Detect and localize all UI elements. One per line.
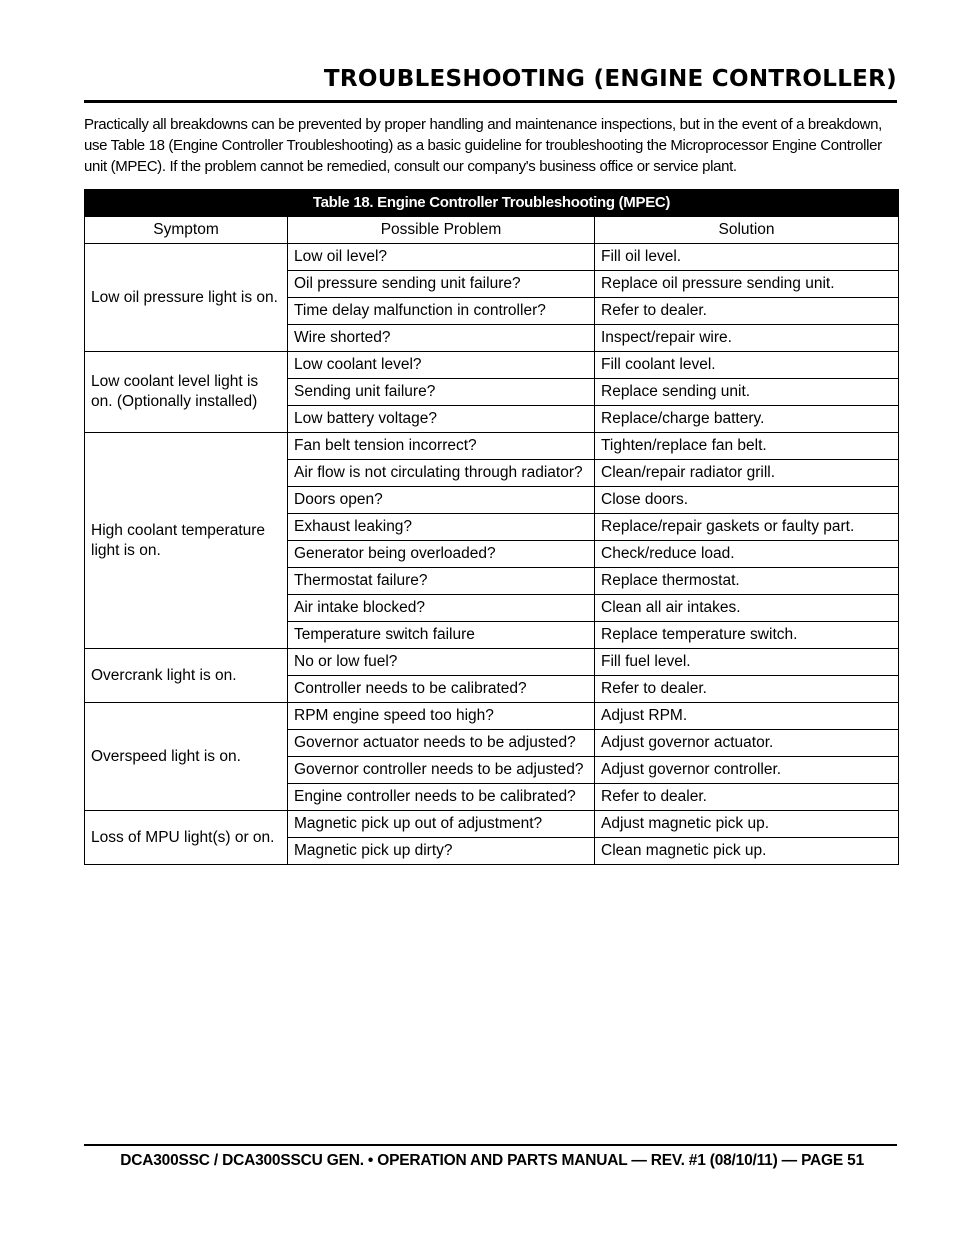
solution-cell: Check/reduce load. bbox=[595, 541, 899, 568]
solution-cell: Replace/charge battery. bbox=[595, 406, 899, 433]
problem-cell: Magnetic pick up out of adjustment? bbox=[288, 811, 595, 838]
table-row bbox=[85, 244, 899, 271]
problem-cell: Engine controller needs to be calibrated? bbox=[288, 784, 595, 811]
solution-cell: Replace/repair gaskets or faulty part. bbox=[595, 514, 899, 541]
problem-cell: Controller needs to be calibrated? bbox=[288, 676, 595, 703]
table-row bbox=[85, 649, 899, 676]
problem-cell: No or low fuel? bbox=[288, 649, 595, 676]
symptom-cell: Overspeed light is on. bbox=[85, 703, 288, 811]
table-caption: Table 18. Engine Controller Troubleshooting (MPEC) bbox=[85, 190, 899, 217]
footer-rule bbox=[84, 1144, 897, 1146]
solution-cell: Close doors. bbox=[595, 487, 899, 514]
table-row bbox=[85, 703, 899, 730]
table-row bbox=[85, 811, 899, 838]
problem-cell: Low coolant level? bbox=[288, 352, 595, 379]
solution-cell: Refer to dealer. bbox=[595, 298, 899, 325]
solution-cell: Replace sending unit. bbox=[595, 379, 899, 406]
solution-cell: Fill fuel level. bbox=[595, 649, 899, 676]
symptom-cell: High coolant temperature light is on. bbox=[85, 433, 288, 649]
header-solution: Solution bbox=[595, 217, 899, 244]
problem-cell: Low oil level? bbox=[288, 244, 595, 271]
table-row bbox=[85, 433, 899, 460]
table-caption-row bbox=[85, 190, 899, 217]
problem-cell: Air flow is not circulating through radiator? bbox=[288, 460, 595, 487]
table-row bbox=[85, 352, 899, 379]
symptom-cell: Low coolant level light is on. (Optionally installed) bbox=[85, 352, 288, 433]
table-body bbox=[85, 244, 899, 865]
solution-cell: Adjust governor controller. bbox=[595, 757, 899, 784]
solution-cell: Inspect/repair wire. bbox=[595, 325, 899, 352]
problem-cell: Magnetic pick up dirty? bbox=[288, 838, 595, 865]
page-footer: DCA300SSC / DCA300SSCU GEN. • OPERATION AND PARTS MANUAL — REV. #1 (08/10/11) — PAGE 51 bbox=[120, 1152, 864, 1169]
solution-cell: Refer to dealer. bbox=[595, 676, 899, 703]
intro-paragraph: Practically all breakdowns can be prevented by proper handling and maintenance inspections, but in the event of a breakdown, use Table 18 (Engine Controller Troubleshooting) as a basic guideline for troubleshooting the Microprocessor Engine Controller unit (MPEC). If the problem cannot be remedied, consult our company's business office or service plant. bbox=[84, 116, 882, 175]
problem-cell: Fan belt tension incorrect? bbox=[288, 433, 595, 460]
solution-cell: Clean all air intakes. bbox=[595, 595, 899, 622]
symptom-cell: Loss of MPU light(s) or on. bbox=[85, 811, 288, 865]
solution-cell: Fill coolant level. bbox=[595, 352, 899, 379]
problem-cell: Wire shorted? bbox=[288, 325, 595, 352]
solution-cell: Refer to dealer. bbox=[595, 784, 899, 811]
problem-cell: Low battery voltage? bbox=[288, 406, 595, 433]
symptom-cell: Low oil pressure light is on. bbox=[85, 244, 288, 352]
problem-cell: Temperature switch failure bbox=[288, 622, 595, 649]
solution-cell: Adjust RPM. bbox=[595, 703, 899, 730]
solution-cell: Clean/repair radiator grill. bbox=[595, 460, 899, 487]
solution-cell: Replace temperature switch. bbox=[595, 622, 899, 649]
problem-cell: Sending unit failure? bbox=[288, 379, 595, 406]
solution-cell: Tighten/replace fan belt. bbox=[595, 433, 899, 460]
problem-cell: Governor actuator needs to be adjusted? bbox=[288, 730, 595, 757]
table-header-row bbox=[85, 217, 899, 244]
problem-cell: Air intake blocked? bbox=[288, 595, 595, 622]
solution-cell: Clean magnetic pick up. bbox=[595, 838, 899, 865]
header-symptom: Symptom bbox=[85, 217, 288, 244]
symptom-cell: Overcrank light is on. bbox=[85, 649, 288, 703]
problem-cell: Exhaust leaking? bbox=[288, 514, 595, 541]
problem-cell: Oil pressure sending unit failure? bbox=[288, 271, 595, 298]
solution-cell: Adjust magnetic pick up. bbox=[595, 811, 899, 838]
solution-cell: Replace thermostat. bbox=[595, 568, 899, 595]
problem-cell: Thermostat failure? bbox=[288, 568, 595, 595]
problem-cell: Governor controller needs to be adjusted? bbox=[288, 757, 595, 784]
problem-cell: Generator being overloaded? bbox=[288, 541, 595, 568]
header-possible-problem: Possible Problem bbox=[288, 217, 595, 244]
solution-cell: Fill oil level. bbox=[595, 244, 899, 271]
troubleshooting-table bbox=[84, 189, 899, 865]
solution-cell: Adjust governor actuator. bbox=[595, 730, 899, 757]
problem-cell: Time delay malfunction in controller? bbox=[288, 298, 595, 325]
problem-cell: Doors open? bbox=[288, 487, 595, 514]
problem-cell: RPM engine speed too high? bbox=[288, 703, 595, 730]
title-rule bbox=[84, 100, 897, 103]
solution-cell: Replace oil pressure sending unit. bbox=[595, 271, 899, 298]
page-title: TROUBLESHOOTING (ENGINE CONTROLLER) bbox=[323, 66, 897, 92]
